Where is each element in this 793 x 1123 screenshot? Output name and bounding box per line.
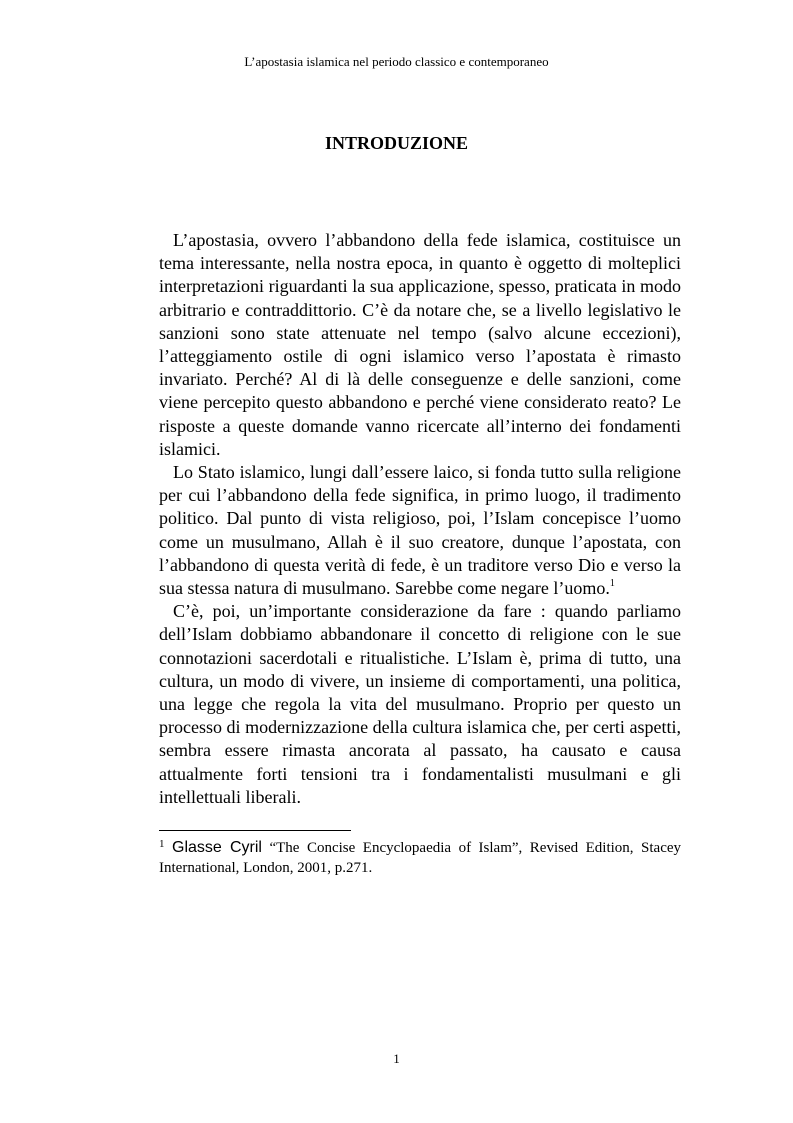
body-text bbox=[159, 229, 681, 809]
footnote-text: “The Concise Encyclopaedia of Islam”, Revised Edition, Stacey International, London, 2001, p.271. bbox=[159, 840, 682, 876]
paragraph-2-text: Lo Stato islamico, lungi dall’essere laico, si fonda tutto sulla religione per cui l’abbandono della fede significa, in primo luogo, il tradimento politico. Dal punto di vista religioso, poi, l’Islam concepisce l’uomo come un musulmano, Allah è il suo creatore, dunque l’apostata, con l’abbandono di questa verità di fede, è un traditore verso Dio e verso la sua stessa natura di musulmano. Sarebbe come negare l’uomo. bbox=[159, 462, 681, 599]
page-number: 1 bbox=[393, 1051, 400, 1066]
running-header: L’apostasia islamica nel periodo classico e contemporaneo bbox=[244, 54, 549, 69]
paragraph-1: L’apostasia, ovvero l’abbandono della fede islamica, costituisce un tema interessante, nella nostra epoca, in quanto è oggetto di molteplici interpretazioni riguardanti la sua applicazione, spesso, praticata in modo arbitrario e contraddittorio. C’è da notare che, se a livello legislativo le sanzioni sono state attenuate nel tempo (salvo alcune eccezioni), l’atteggiamento ostile di ogni islamico verso l’apostata è rimasto invariato. Perché? Al di là delle conseguenze e delle sanzioni, come viene percepito questo abbandono e perché viene considerato reato? Le risposte a queste domande vanno ricercate all’interno dei fondamenti islamici. bbox=[159, 230, 681, 459]
footnote-number: 1 bbox=[159, 838, 165, 850]
paragraph-2 bbox=[159, 461, 681, 600]
footnote-divider bbox=[159, 830, 351, 831]
footnote-author: Glasse Cyril bbox=[172, 839, 262, 856]
footnote bbox=[159, 838, 681, 878]
paragraph-3: C’è, poi, un’importante considerazione da fare : quando parliamo dell’Islam dobbiamo abbandonare il concetto di religione con le sue connotazioni sacerdotali e ritualistiche. L’Islam è, prima di tutto, una cultura, un modo di vivere, un insieme di comportamenti, una politica, una legge che regola la vita del musulmano. Proprio per questo un processo di modernizzazione della cultura islamica che, per certi aspetti, sembra essere rimasta ancorata al passato, ha causato e causa attualmente forti tensioni tra i fondamentalisti musulmani e gli intellettuali liberali. bbox=[159, 601, 681, 807]
footnote-reference[interactable]: 1 bbox=[609, 578, 615, 590]
page-title: INTRODUZIONE bbox=[324, 133, 469, 153]
